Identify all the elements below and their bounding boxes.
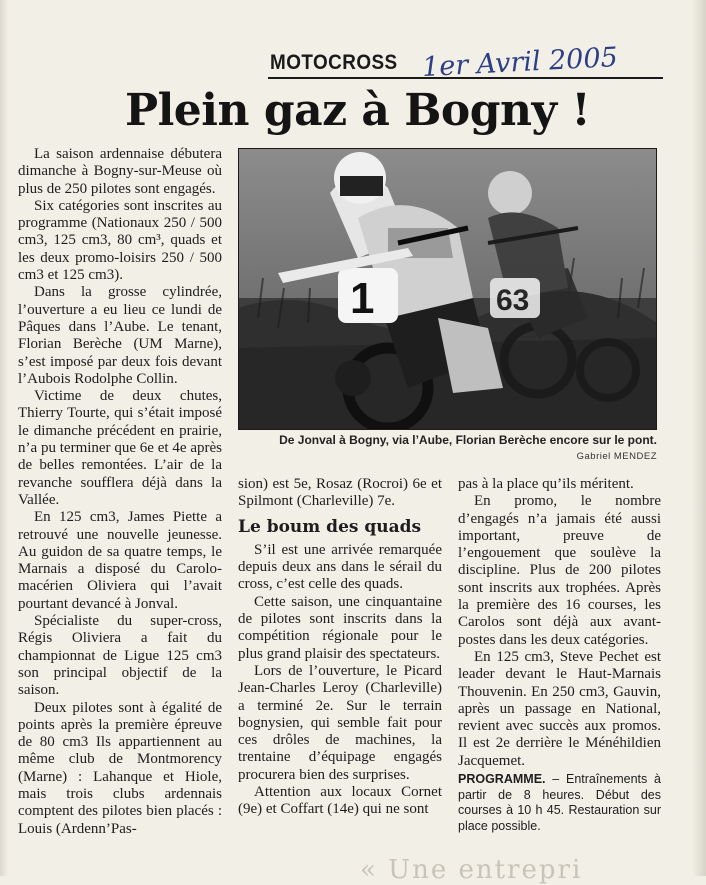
paper-edge-left [0, 0, 8, 876]
paragraph: Cette saison, une cinquantaine de pilotes sont inscrits dans la compétition régionale pour le plus grand plaisir des spectateurs. [238, 593, 442, 662]
handwritten-date [420, 36, 660, 86]
paragraph: Victime de deux chutes, Thierry Tourte, qui s’était imposé le dimanche précédent en prairie, n’a pu terminer que 6e et 4e après de belles remontées. L’air de la revanche soufflera déjà dans la Vallée. [18, 388, 222, 508]
motocross-riders-icon [238, 148, 657, 430]
paragraph: Six catégories sont inscrites au programme (Nationaux 250 / 500 cm3, 125 cm3, 80 cm³, quads et les deux promo-loisirs 250 / 500 cm3 et 125 cm3). [18, 197, 222, 284]
svg-text:1: 1 [350, 274, 375, 323]
paragraph: Dans la grosse cylindrée, l’ouverture a eu lieu ce lundi de Pâques dans l’Aube. Le tenant, Florian Berèche (UM Marne), s’est imposé par deux fois devant l’Aubois Rodolphe Collin. [18, 284, 222, 387]
section-rubric: MOTOCROSS [270, 51, 398, 74]
programme-text: – Entraînements à partir de 8 heures. Début des courses à 10 h 45. Restauration sur place possible. [458, 772, 661, 833]
paragraph: Attention aux locaux Cornet (9e) et Coffart (14e) qui ne sont [238, 784, 442, 818]
paragraph: S’il est une arrivée remarquée depuis deux ans dans le sérail du cross, c’est celle des quads. [238, 541, 442, 593]
svg-text:63: 63 [496, 284, 530, 317]
paragraph: Spécialiste du super-cross, Régis Oliviera a fait du championnat de Ligue 125 cm3 son principal objectif de la saison. [18, 613, 222, 699]
headline: Plein gaz à Bogny ! [125, 85, 591, 136]
paragraph: Lors de l’ouverture, le Picard Jean-Charles Leroy (Charleville) a terminé 2e. Sur le terrain bognysien, qui semble fait pour ces drôles de machines, la trentaine d’équipage engagés procurera bien des surprises. [238, 662, 442, 783]
paper-edge-right [692, 0, 706, 876]
paragraph: En 125 cm3, James Piette a retrouvé une nouvelle jeunesse. Au guidon de sa quatre temps, le Marnais a disposé du Carolo-macérien Oliviera qui l’avait pourtant devancé à Jonval. [18, 509, 222, 612]
paragraph: La saison ardennaise débutera dimanche à Bogny-sur-Meuse où plus de 250 pilotes sont engagés. [18, 146, 222, 197]
handwritten-date-text: 1er Avril 2005 [421, 41, 619, 84]
motocross-photo [238, 148, 657, 430]
article-column-2 [238, 476, 442, 819]
subheading: Le boum des quads [238, 516, 422, 537]
photo-credit: Gabriel MENDEZ [576, 451, 657, 462]
paragraph: En 125 cm3, Steve Pechet est leader devant le Haut-Marnais Thouvenin. En 250 cm3, Gauvin, après un passage en National, revient avec succès aux promos. Il est 2e derrière le Ménéhildien Jacquemet. [458, 648, 661, 769]
photo-caption: De Jonval à Bogny, via l’Aube, Florian Berèche encore sur le pont. [279, 433, 657, 447]
paragraph: Deux pilotes sont à égalité de points après la première épreuve de 80 cm3 Ils appartiennent au même club de Montmorency (Marne) : Lahanque et Hiole, mais trois clubs ardennais comptent des pilotes bien placés : Louis (Ardenn’Pas- [18, 699, 222, 837]
programme-label: PROGRAMME. [458, 772, 546, 787]
article-column-3 [458, 476, 661, 834]
article-column-1 [18, 146, 222, 838]
programme-note [458, 772, 661, 834]
paragraph: pas à la place qu’ils méritent. [458, 476, 634, 492]
next-article-bleed: « Une entrepri [360, 855, 583, 885]
paragraph: sion) est 5e, Rosaz (Rocroi) 6e et Spilmont (Charleville) 7e. [238, 476, 442, 510]
paragraph: En promo, le nombre d’engagés n’a jamais été aussi important, preuve de l’engouement que soulève la discipline. Plus de 200 pilotes sont inscrits aux trophées. Après la première des 16 courses, les Carolos sont déjà aux avant-postes dans les deux catégories. [458, 493, 661, 648]
